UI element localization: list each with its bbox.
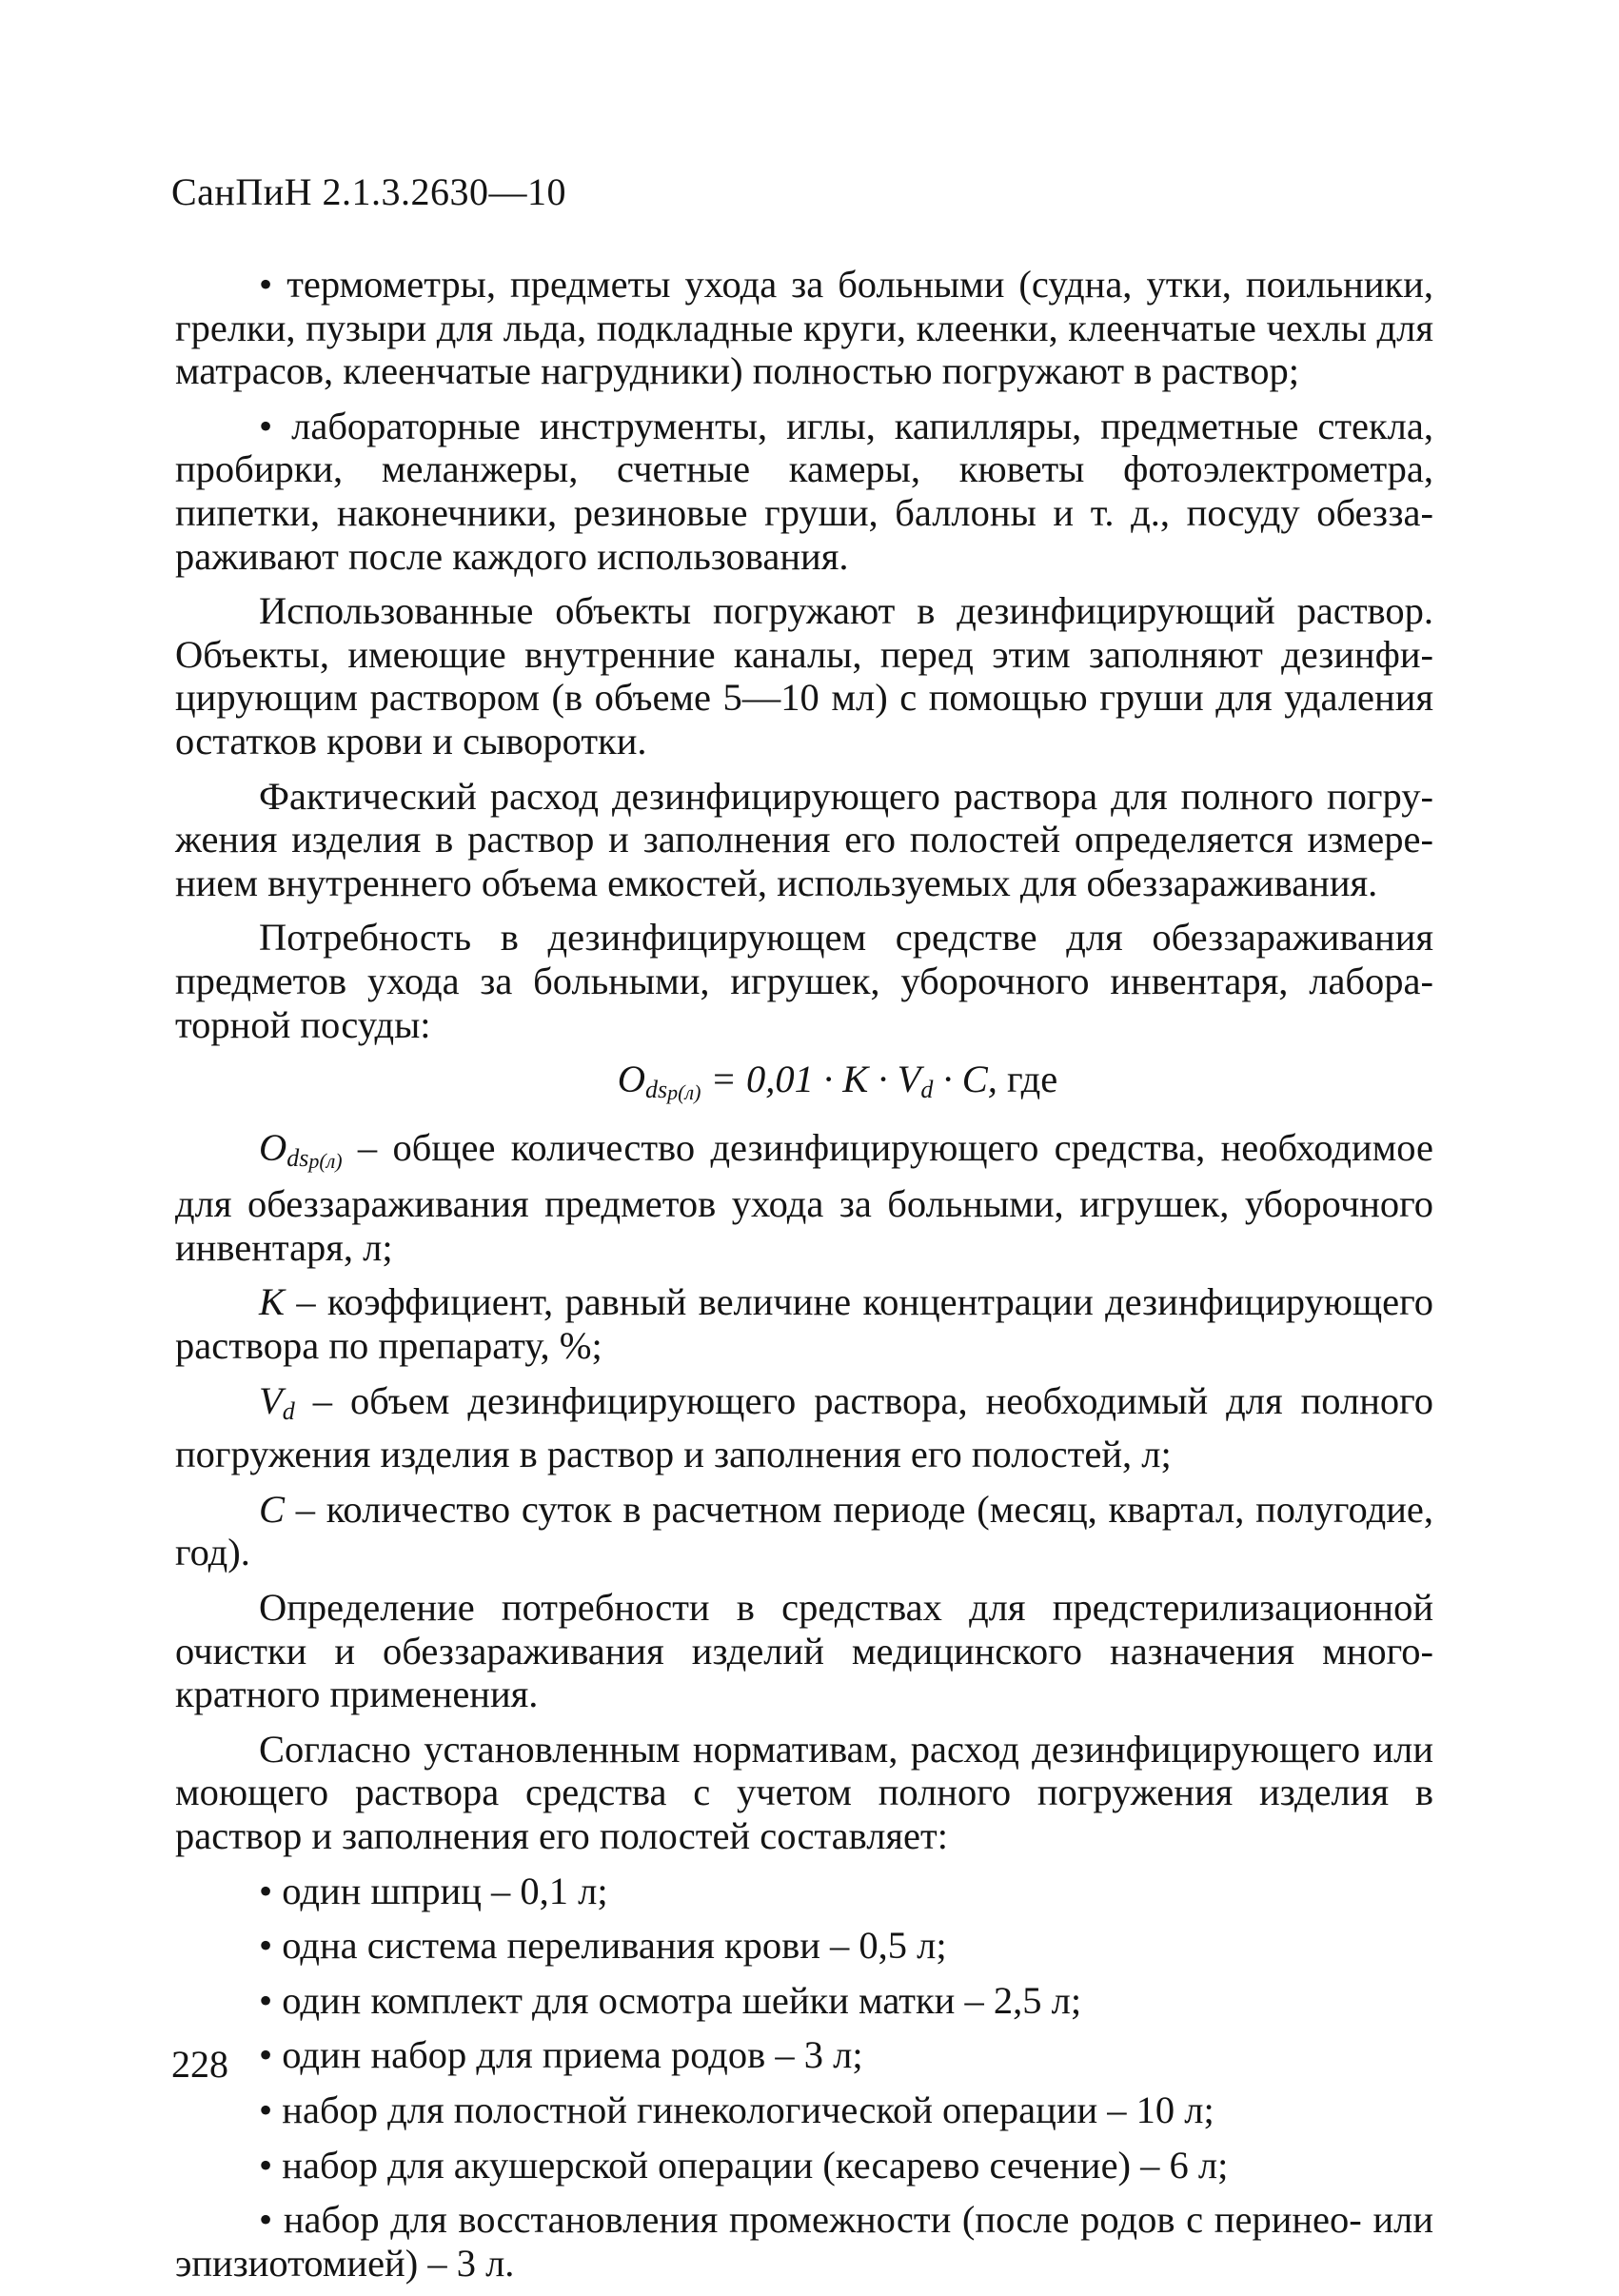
paragraph-used-objects: Использованные объекты погружают в дезинфицирующий раствор. Объекты, имеющие внутренние каналы, перед этим заполняют дезинфицирующим раствором (в объеме 5—10 мл) с помощью груши для удаления остатков крови и сыворотки. xyxy=(175,589,1433,762)
paragraph-lab-instruments: • лабораторные инструменты, иглы, капилляры, предметные стекла, пробирки, меланжеры, счетные камеры, кюветы фотоэлектрометра, пипетки, наконечники, резиновые груши, баллоны и т. д., посуду обеззараживают после каждого использования. xyxy=(175,404,1433,578)
list-item: • один шприц – 0,1 л; xyxy=(259,1869,608,1912)
formula-rhs-tail: · C, xyxy=(942,1058,997,1101)
paragraph-need-intro: Потребность в дезинфицирующем средстве для обеззараживания предметов ухода за больными, игрушек, уборочного инвентаря, лабораторной посуды: xyxy=(175,916,1433,1046)
list-item: • один набор для приема родов – 3 л; xyxy=(259,2033,863,2077)
page-content xyxy=(175,263,1433,2296)
list-item: • набор для восстановления промежности (после родов с перинео- или эпизиотомией) – 3 л. xyxy=(175,2198,1433,2285)
def-symbol-k: K xyxy=(259,1280,286,1324)
definition-c xyxy=(175,1488,1433,1574)
def-symbol-v-sub: d xyxy=(282,1396,295,1425)
formula-where: где xyxy=(1007,1058,1058,1101)
def-text-k: – коэффициент, равный величине концентрации дезинфицирующего раствора по препарату, %; xyxy=(175,1280,1433,1368)
definition-odsp xyxy=(175,1126,1433,1270)
list-item: • одна система переливания крови – 0,5 л; xyxy=(259,1924,947,1968)
formula-lhs-sub: ds xyxy=(645,1076,668,1104)
def-symbol-o-subsub: p(л) xyxy=(308,1148,343,1173)
paragraph-actual-consumption: Фактический расход дезинфицирующего раствора для полного погружения изделия в раствор и заполнения его полостей определяется измерением внутреннего объема емкостей, используемых для обеззараживания. xyxy=(175,774,1433,904)
def-symbol-o-sub: ds xyxy=(286,1143,309,1172)
formula-lhs-symbol: O xyxy=(617,1058,646,1101)
list-item: • один комплект для осмотра шейки матки – 2,5 л; xyxy=(259,1978,1082,2022)
paragraph-thermometers: • термометры, предметы ухода за больными (судна, утки, поильники, грелки, пузыри для льда, подкладные круги, клеенки, клеенчатые чехлы для матрасов, клеенчатые нагрудники) полностью погружают в раствор; xyxy=(175,263,1433,393)
definition-vd xyxy=(175,1379,1433,1476)
formula-rhs-sub: d xyxy=(920,1076,934,1104)
def-text-c: – количество суток в расчетном периоде (месяц, квартал, полугодие, год). xyxy=(175,1487,1433,1574)
def-text-v: – объем дезинфицирующего раствора, необходимый для полного погружения изделия в раствор и заполнения его полостей, л; xyxy=(175,1378,1433,1476)
list-item: • набор для акушерской операции (кесарево сечение) – 6 л; xyxy=(259,2143,1229,2187)
formula xyxy=(175,1058,1433,1115)
paragraph-norms: Согласно установленным нормативам, расход дезинфицирующего или моющего раствора средства с учетом полного погружения изделия в раствор и заполнения его полостей составляет: xyxy=(175,1727,1433,1857)
running-header: СанПиН 2.1.3.2630—10 xyxy=(171,170,567,213)
def-symbol-c: C xyxy=(259,1487,286,1531)
def-text-o: – общее количество дезинфицирующего средства, необходимое для обеззараживания предметов ухода за больными, игрушек, уборочного инвентаря, л; xyxy=(175,1125,1433,1269)
page-number: 228 xyxy=(171,2043,228,2086)
def-symbol-v: V xyxy=(259,1378,283,1422)
formula-lhs-subsub: p(л) xyxy=(667,1080,701,1105)
formula-rhs: = 0,01 · K · V xyxy=(710,1058,921,1101)
paragraph-presterilization: Определение потребности в средствах для предстерилизационной очистки и обеззараживания изделий медицинского назначения многократного применения. xyxy=(175,1586,1433,1716)
list-item: • набор для полостной гинекологической операции – 10 л; xyxy=(259,2088,1214,2131)
def-symbol-o: O xyxy=(259,1125,287,1169)
definition-k xyxy=(175,1280,1433,1367)
